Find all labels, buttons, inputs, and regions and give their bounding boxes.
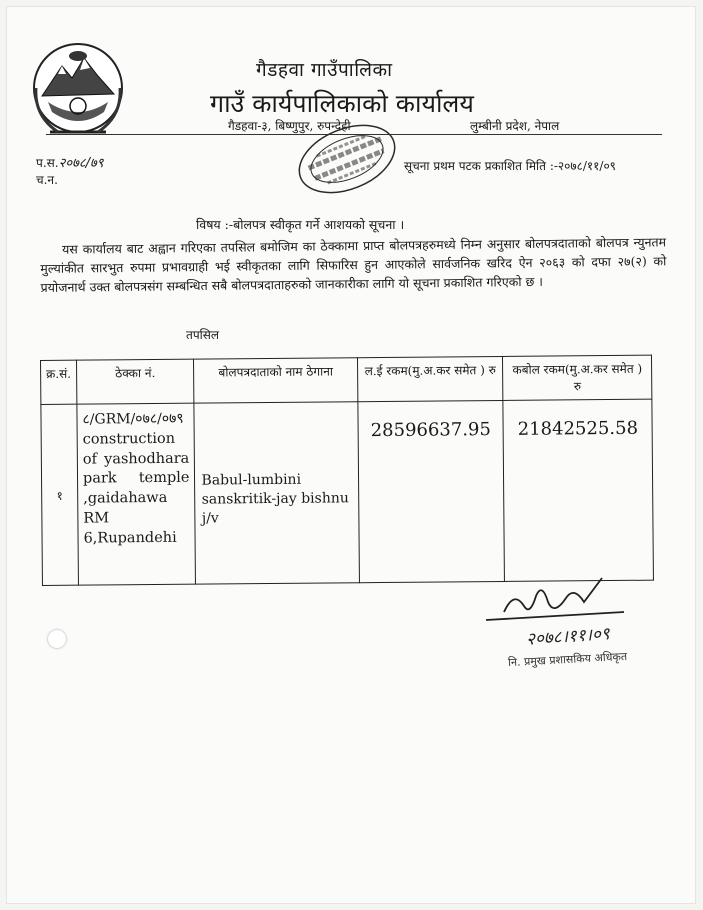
row-work-description: construction of yashodhara park temple ,gaidahawa RM 6,Rupandehi — [82, 430, 190, 547]
punch-hole — [48, 630, 66, 648]
dispatch-number-label: च.न. — [36, 173, 58, 187]
signature-date: २०७८।११।०९ — [525, 624, 611, 650]
row-bidder: Babul-lumbini sanskritik-jay bishnu j/v — [194, 402, 359, 584]
notice-subject: विषय :-बोलपत्र स्वीकृत गर्ने आशयको सूचना । — [196, 217, 405, 232]
signatory-title: नि. प्रमुख प्रशासकिय अधिकृत — [507, 649, 628, 670]
row-sn: १ — [41, 404, 79, 585]
publish-date: सूचना प्रथम पटक प्रकाशित मिति :-२०७८/११/०९ — [404, 159, 616, 173]
signature-mark — [484, 572, 634, 624]
table-row — [41, 399, 654, 585]
address-right: लुम्बीनी प्रदेश, नेपाल — [470, 119, 560, 133]
office-seal-stamp — [288, 119, 406, 199]
reference-value: २०७८/७९ — [58, 156, 104, 171]
col-header-estimate: ल.ई रकम(मु.अ.कर समेत ) रु — [357, 356, 503, 401]
nepal-emblem-logo — [28, 36, 128, 148]
reference-label: प.स. — [36, 156, 59, 170]
row-bid-amount: 21842525.58 — [503, 399, 653, 581]
row-contract-cell — [77, 403, 196, 585]
bid-table — [40, 355, 654, 586]
reference-number — [36, 153, 104, 171]
row-contract-number: ८/GRM/०७८/०७९ — [82, 410, 184, 428]
row-estimate-amount: 28596637.95 — [358, 400, 505, 582]
notice-body: यस कार्यालय बाट अह्वान गरिएका तपसिल बमोजिम का ठेक्कामा प्राप्त बोलपत्रहरुमध्ये निम्न अनुसार बोलपत्रदाताको बोलपत्र न्युनतम मुल्यांकीत सारभुत रुपमा प्रभावग्राही भई स्वीकृतका लागि सिफारिस हुन आएकोले सार्वजनिक खरिद ऐन २०६३ को दफा २७(२) को प्रयोजनार्थ उक्त बोलपत्रसंग सम्बन्धित सबै बोलपत्रदाताहरुको जानकारीका लागि यो सूचना प्रकाशित गरिएको छ । — [40, 234, 667, 295]
col-header-contract: ठेक्का नं. — [76, 359, 194, 404]
col-header-bidder: बोलपत्रदाताको नाम ठेगाना — [194, 358, 358, 403]
municipality-name: गैडहवा गाउँपालिका — [256, 59, 393, 81]
office-name: गाउँ कार्यपालिकाको कार्यालय — [210, 89, 474, 118]
document-page — [6, 6, 696, 904]
address-left: गैडहवा-३, बिष्णुपुर, रुपन्देही — [228, 119, 351, 133]
col-header-sn: क्र.सं. — [41, 360, 77, 404]
schedule-heading: तपसिल — [186, 328, 220, 342]
col-header-bid: कबोल रकम(मु.अ.कर समेत ) रु — [503, 355, 652, 400]
table-header-row — [41, 355, 652, 404]
